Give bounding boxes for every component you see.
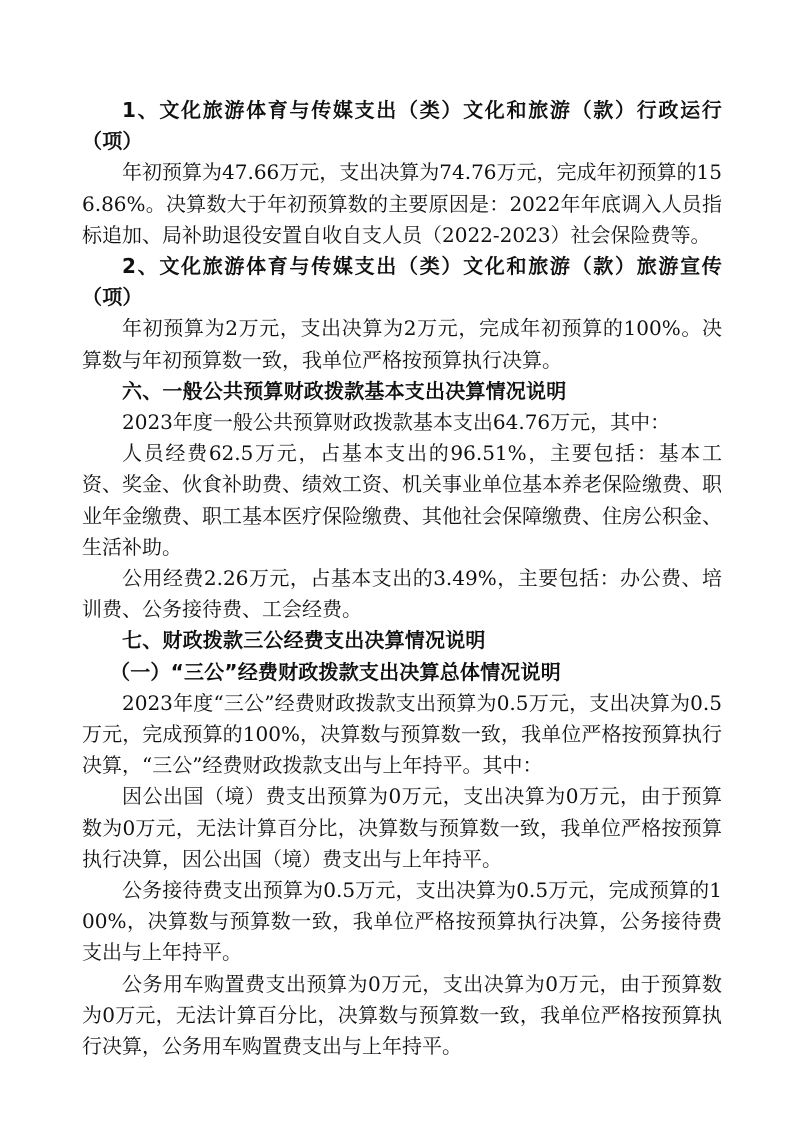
paragraph-official-reception: 公务接待费支出预算为0.5万元，支出决算为0.5万元，完成预算的100%，决算数与预算数一致，我单位严格按预算执行决算，公务接待费支出与上年持平。: [82, 878, 722, 965]
paragraph-admin-budget: 年初预算为47.66万元，支出决算为74.76万元，完成年初预算的156.86%。决算数大于年初预算数的主要原因是：2022年年底调入人员指标追加、局补助退役安置自收自支人员（2022-2023）社会保险费等。: [82, 160, 722, 247]
heading-culture-tourism-admin: 1、文化旅游体育与传媒支出（类）文化和旅游（款）行政运行（项）: [82, 98, 722, 154]
heading-section-seven: 七、财政拨款三公经费支出决算情况说明: [122, 628, 486, 653]
paragraph-promotion-budget: 年初预算为2万元，支出决算为2万元，完成年初预算的100%。决算数与年初预算数一致，我单位严格按预算执行决算。: [82, 316, 722, 372]
paragraph-overseas-travel: 因公出国（境）费支出预算为0万元，支出决算为0万元，由于预算数为0万元，无法计算百分比，决算数与预算数一致，我单位严格按预算执行决算，因公出国（境）费支出与上年持平。: [82, 784, 722, 871]
heading-section-six: 六、一般公共预算财政拨款基本支出决算情况说明: [122, 378, 567, 403]
paragraph-three-public-total: 2023年度“三公”经费财政拨款支出预算为0.5万元，支出决算为0.5万元，完成预算的100%，决算数与预算数一致，我单位严格按预算执行决算，“三公”经费财政拨款支出与上年持平。其中：: [82, 690, 722, 778]
heading-culture-tourism-promotion: 2、文化旅游体育与传媒支出（类）文化和旅游（款）旅游宣传（项）: [82, 254, 722, 310]
document-body: [82, 95, 722, 1062]
paragraph-personnel-expenses: 人员经费62.5万元，占基本支出的96.51%，主要包括：基本工资、奖金、伙食补助费、绩效工资、机关事业单位基本养老保险缴费、职业年金缴费、职工基本医疗保险缴费、其他社会保障缴费、住房公积金、生活补助。: [82, 441, 722, 559]
paragraph-vehicle-purchase: 公务用车购置费支出预算为0万元，支出决算为0万元，由于预算数为0万元，无法计算百分比，决算数与预算数一致，我单位严格按预算执行决算，公务用车购置费支出与上年持平。: [82, 971, 722, 1059]
paragraph-basic-expenditure: 2023年度一般公共预算财政拨款基本支出64.76万元，其中：: [122, 410, 671, 435]
paragraph-public-expenses: 公用经费2.26万元，占基本支出的3.49%，主要包括：办公费、培训费、公务接待费、工会经费。: [82, 566, 722, 622]
subheading-three-public-overview: （一）“三公”经费财政拨款支出决算总体情况说明: [110, 659, 561, 684]
